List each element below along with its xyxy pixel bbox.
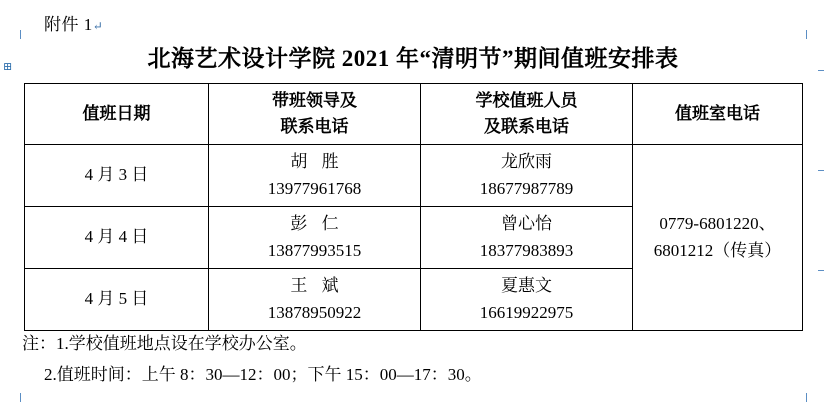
- page-edge-tick: [818, 170, 824, 171]
- table-move-handle-icon[interactable]: ⊞: [3, 61, 13, 73]
- column-header-date: [25, 84, 209, 145]
- cell-date-2: 4 月 4 日: [25, 207, 209, 269]
- table-row: [25, 145, 803, 207]
- cell-staff-1: [421, 145, 633, 207]
- duty-room-phone-line1: 0779-6801220、: [659, 214, 776, 234]
- cell-date-3: 4 月 5 日: [25, 269, 209, 331]
- cell-staff-3: [421, 269, 633, 331]
- cell-leader-name-2: 彭 仁: [290, 214, 344, 234]
- paragraph-mark-icon: ↵: [92, 19, 104, 33]
- cell-staff-tel-1: 18677987789: [479, 178, 574, 198]
- column-header-date-line1: 值班日期: [82, 103, 151, 123]
- duty-schedule-table: [24, 83, 803, 331]
- attachment-label: [44, 10, 103, 35]
- duty-room-phone-line2: 6801212（传真）: [653, 240, 782, 260]
- page-corner-tick: [806, 30, 807, 39]
- note-line-2: 2.值班时间：上午 8：30—12：00；下午 15：00—17：30。: [44, 365, 482, 385]
- column-header-leader: [209, 84, 421, 145]
- cell-duty-room-phone: [633, 145, 803, 331]
- cell-leader-3: [209, 269, 421, 331]
- notes-block: [22, 328, 822, 391]
- column-header-staff-line1: 学校值班人员: [475, 90, 578, 110]
- column-header-leader-line2: 联系电话: [280, 117, 349, 136]
- column-header-leader-line1: 带班领导及: [272, 90, 357, 110]
- attachment-label-text: 附件 1: [44, 15, 93, 34]
- cell-leader-name-1: 胡 胜: [290, 152, 344, 172]
- cell-leader-name-3: 王 斌: [290, 276, 344, 296]
- cell-leader-tel-2: 13877993515: [267, 240, 362, 260]
- cell-staff-name-2: 曾心怡: [501, 214, 552, 234]
- note-line-1: 注：1.学校值班地点设在学校办公室。: [22, 334, 307, 353]
- cell-date-1: 4 月 3 日: [25, 145, 209, 207]
- cell-staff-tel-2: 18377983893: [479, 240, 574, 260]
- cell-leader-tel-3: 13878950922: [267, 302, 362, 322]
- column-header-duty-room-phone: [633, 84, 803, 145]
- page-corner-tick: [806, 393, 807, 402]
- column-header-staff: [421, 84, 633, 145]
- page-title: 北海艺术设计学院 2021 年“清明节”期间值班安排表: [147, 46, 679, 71]
- cell-staff-name-3: 夏惠文: [501, 276, 552, 296]
- column-header-duty-room-phone-line1: 值班室电话: [675, 103, 760, 123]
- cell-leader-2: [209, 207, 421, 269]
- column-header-staff-line2: 及联系电话: [484, 117, 569, 136]
- cell-leader-1: [209, 145, 421, 207]
- cell-staff-2: [421, 207, 633, 269]
- table-header-row: [25, 84, 803, 145]
- cell-leader-tel-1: 13977961768: [267, 178, 362, 198]
- cell-staff-tel-3: 16619922975: [479, 302, 574, 322]
- cell-staff-name-1: 龙欣雨: [501, 152, 552, 172]
- page-corner-tick: [20, 393, 21, 402]
- page-corner-tick: [20, 30, 21, 39]
- page-edge-tick: [818, 270, 824, 271]
